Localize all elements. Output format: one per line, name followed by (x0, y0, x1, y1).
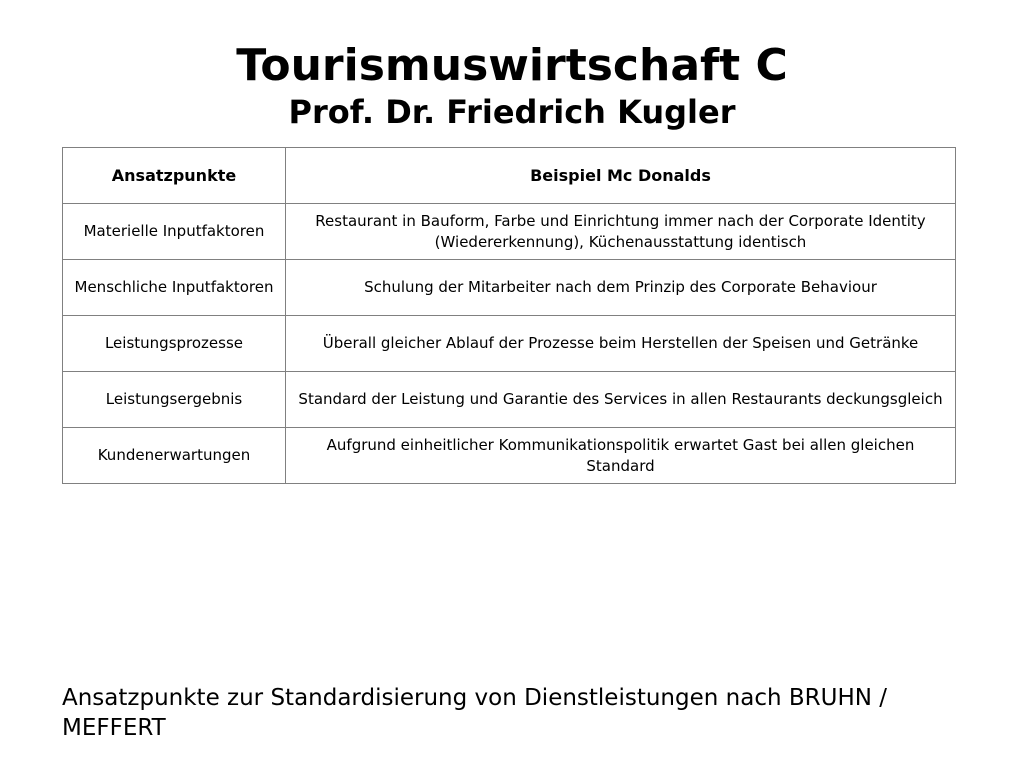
table-row (63, 316, 956, 372)
row-label-cell: Kundenerwartungen (63, 428, 286, 484)
table-header-row (63, 148, 956, 204)
row-label-cell: Leistungsprozesse (63, 316, 286, 372)
row-label-cell: Materielle Inputfaktoren (63, 204, 286, 260)
page-subtitle: Prof. Dr. Friedrich Kugler (288, 93, 736, 131)
row-example-cell: Aufgrund einheitlicher Kommunikationspolitik erwartet Gast bei allen gleichen Standard (286, 428, 956, 484)
table-row (63, 260, 956, 316)
table-row (63, 204, 956, 260)
row-example-cell: Standard der Leistung und Garantie des Services in allen Restaurants deckungsgleich (286, 372, 956, 428)
column-header-ansatzpunkte: Ansatzpunkte (63, 148, 286, 204)
column-header-beispiel: Beispiel Mc Donalds (286, 148, 956, 204)
row-label-cell: Menschliche Inputfaktoren (63, 260, 286, 316)
row-label-cell: Leistungsergebnis (63, 372, 286, 428)
row-example-cell: Restaurant in Bauform, Farbe und Einrichtung immer nach der Corporate Identity (Wiedererkennung), Küchenausstattung identisch (286, 204, 956, 260)
table-row (63, 428, 956, 484)
footer-caption: Ansatzpunkte zur Standardisierung von Dienstleistungen nach BRUHN / MEFFERT (62, 685, 888, 741)
row-example-cell: Überall gleicher Ablauf der Prozesse beim Herstellen der Speisen und Getränke (286, 316, 956, 372)
page-title: Tourismuswirtschaft C (236, 40, 788, 91)
table-row (63, 372, 956, 428)
row-example-cell: Schulung der Mitarbeiter nach dem Prinzip des Corporate Behaviour (286, 260, 956, 316)
standardization-table (62, 147, 956, 484)
